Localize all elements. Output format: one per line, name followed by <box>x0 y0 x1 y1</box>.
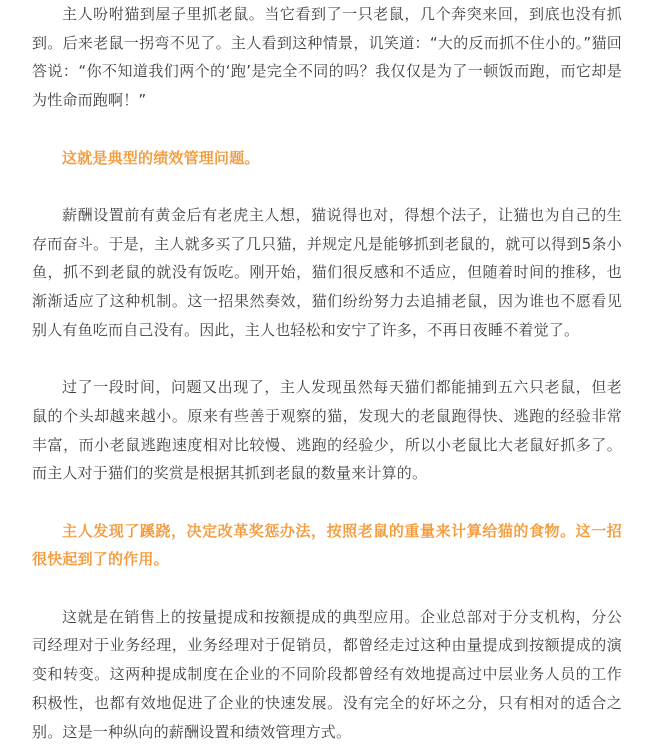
paragraph-spacer <box>32 344 622 373</box>
paragraph-spacer <box>32 488 622 517</box>
paragraph-cat-chasing-mouse: 主人吩咐猫到屋子里抓老鼠。当它看到了一只老鼠，几个奔突来回，到底也没有抓到。后来老鼠一拐弯不见了。主人看到这种情景，讥笑道：“大的反而抓不住小的。”猫回答说：“你不知道我们两个的‘跑’是完全不同的吗？我仅仅是为了一顿饭而跑，而它却是为性命而跑啊！” <box>32 5 622 110</box>
paragraph-spacer <box>32 115 622 144</box>
article-body <box>32 0 622 746</box>
paragraph-sales-commission: 这就是在销售上的按量提成和按额提成的典型应用。企业总部对于分支机构，分公司经理对于业务经理，业务经理对于促销员，都曾经走过这种由量提成到按额提成的演变和转变。这两种提成制度在企业的不同阶段都曾经有效地提高过中层业务人员的工作积极性，也都有效地促进了企业的快速发展。没有完全的好坏之分，只有相对的适合之别。这是一种纵向的薪酬设置和绩效管理方式。 <box>32 607 622 741</box>
paragraph-spacer <box>32 574 622 603</box>
paragraph-smaller-mice: 过了一段时间，问题又出现了，主人发现虽然每天猫们都能捕到五六只老鼠，但老鼠的个头却越来越小。原来有些善于观察的猫，发现大的老鼠跑得快、逃跑的经验非常丰富，而小老鼠逃跑速度相对比较慢、逃跑的经验少，所以小老鼠比大老鼠好抓多了。而主人对于猫们的奖赏是根据其抓到老鼠的数量来计算的。 <box>32 378 622 483</box>
highlight-weight-based-reward: 主人发现了蹊跷，决定改革奖惩办法，按照老鼠的重量来计算给猫的食物。这一招很快起到了的作用。 <box>32 521 622 569</box>
highlight-performance-management: 这就是典型的绩效管理问题。 <box>62 148 260 167</box>
paragraph-salary-setting: 薪酬设置前有黄金后有老虎主人想，猫说得也对，得想个法子，让猫也为自己的生存而奋斗。于是，主人就多买了几只猫，并规定凡是能够抓到老鼠的，就可以得到5条小鱼，抓不到老鼠的就没有饭吃。刚开始，猫们很反感和不适应，但随着时间的推移，也渐渐适应了这种机制。这一招果然奏效，猫们纷纷努力去追捕老鼠，因为谁也不愿看见别人有鱼吃而自己没有。因此，主人也轻松和安宁了许多，不再日夜睡不着觉了。 <box>32 205 622 339</box>
paragraph-spacer <box>32 172 622 201</box>
